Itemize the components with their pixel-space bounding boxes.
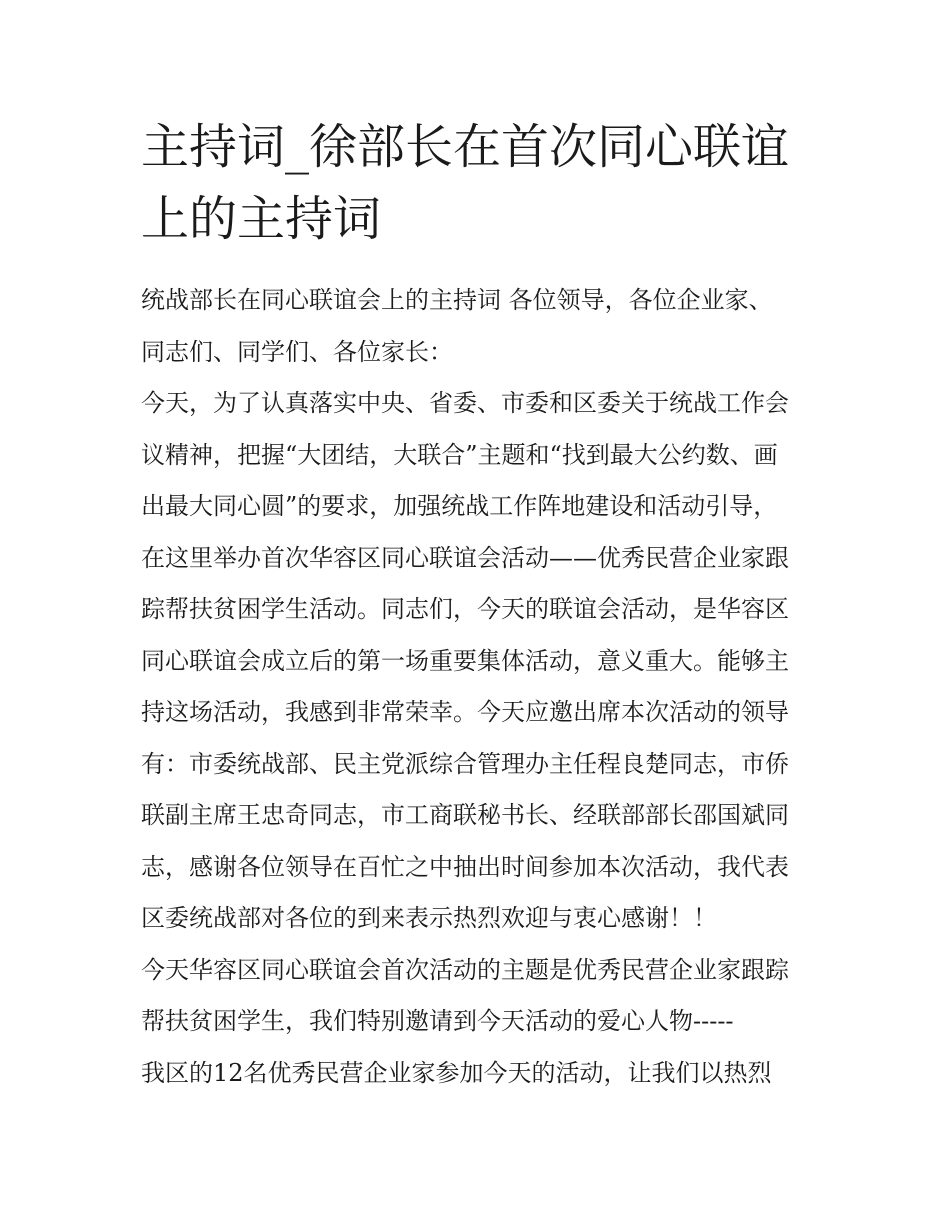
body-line: 今天华容区同心联谊会首次活动的主题是优秀民营企业家跟踪 <box>141 955 789 984</box>
title-line: 主持词_徐部长在首次同心联谊 <box>141 119 790 175</box>
document-title <box>141 111 831 255</box>
document-body <box>141 275 821 1099</box>
body-line: 联副主席王忠奇同志，市工商联秘书长、经联部部长邵国斌同 <box>141 801 789 829</box>
body-line: 有：市委统战部、民主党派综合管理办主任程良楚同志，市侨 <box>141 749 789 778</box>
title-line: 上的主持词 <box>141 191 382 247</box>
body-line: 我区的12名优秀民营企业家参加今天的活动，让我们以热烈 <box>141 1058 772 1087</box>
body-line: 统战部长在同心联谊会上的主持词 各位领导，各位企业家、 <box>141 286 773 314</box>
body-line: 持这场活动，我感到非常荣幸。今天应邀出席本次活动的领导 <box>141 698 789 726</box>
body-line: 今天，为了认真落实中央、省委、市委和区委关于统战工作会 <box>141 389 789 417</box>
body-line: 出最大同心圆”的要求，加强统战工作阵地建设和活动引导， <box>141 492 778 520</box>
body-line: 同心联谊会成立后的第一场重要集体活动，意义重大。能够主 <box>141 646 789 675</box>
body-line: 踪帮扶贫困学生活动。同志们，今天的联谊会活动，是华容区 <box>141 595 789 623</box>
body-line: 志，感谢各位领导在百忙之中抽出时间参加本次活动，我代表 <box>141 852 789 881</box>
body-line: 同志们、同学们、各位家长： <box>141 337 453 366</box>
body-line: 帮扶贫困学生，我们特别邀请到今天活动的爱心人物----- <box>141 1007 734 1035</box>
body-line: 在这里举办首次华容区同心联谊会活动——优秀民营企业家跟 <box>141 543 789 572</box>
body-line: 议精神，把握“大团结，大联合”主题和“找到最大公约数、画 <box>141 440 778 469</box>
body-line: 区委统战部对各位的到来表示热烈欢迎与衷心感谢！！ <box>141 904 717 932</box>
